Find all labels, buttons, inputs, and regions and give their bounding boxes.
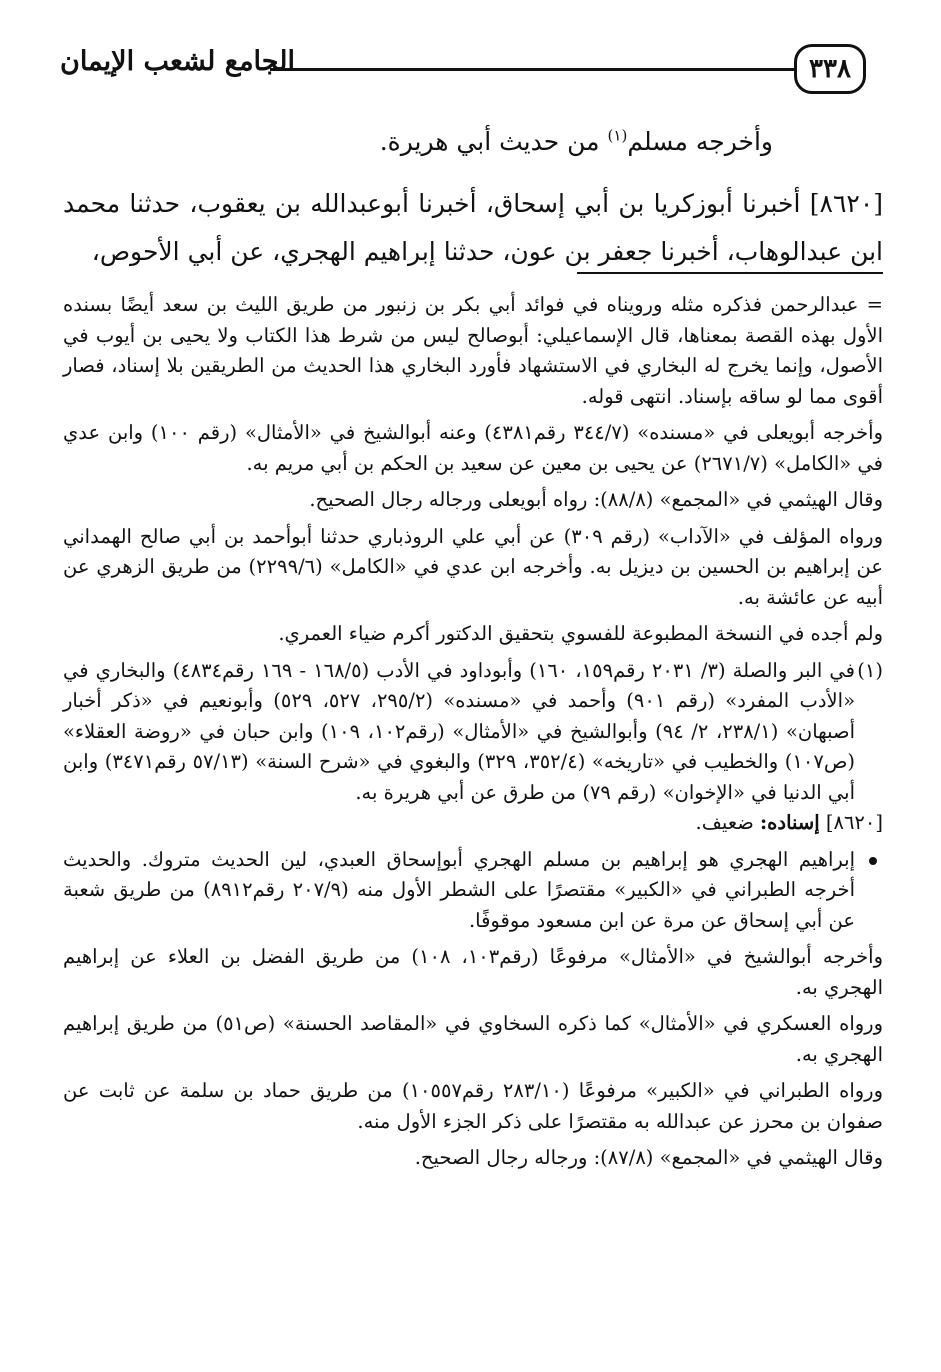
footnote-1 [63, 656, 883, 809]
intro-text: وأخرجه مسلم [627, 127, 773, 156]
isnad-grade: ضعيف. [695, 811, 754, 834]
footnote-paragraph: وأخرجه أبويعلى في «مسنده» (٣٤٤/٧ رقم٤٣٨١) وعنه أبوالشيخ في «الأمثال» (رقم ١٠٠) وابن عدي في «الكامل» (٢٦٧١/٧) عن يحيى بن معين عن سعيد بن الحكم بن أبي مريم به. [63, 421, 884, 475]
hadith-paragraph [63, 180, 883, 276]
book-title: الجامع لشعب الإيمان [60, 46, 295, 77]
footnote-paragraph: وقال الهيثمي في «المجمع» (٨٧/٨): ورجاله رجال الصحيح. [414, 1146, 883, 1169]
isnad-line [63, 808, 883, 839]
footnote-paragraph: ورواه الطبراني في «الكبير» مرفوعًا (٢٨٣/١٠ رقم١٠٥٥٧) من طريق حماد بن سلمة عن ثابت عن صفوان بن محرز عن عبدالله به مقتصرًا على ذكر الجزء الأول منه. [63, 1079, 884, 1133]
footnotes [63, 290, 883, 1174]
isnad-number: [٨٦٢٠] [825, 811, 883, 834]
isnad-label: إسناده: [759, 811, 820, 834]
footnote-paragraph: ورواه المؤلف في «الآداب» (رقم ٣٠٩) عن أبي علي الروذباري حدثنا أبوأحمد بن أبي صالح الهمداني عن إبراهيم بن الحسين بن ديزيل به. وأخرجه ابن عدي في «الكامل» (٢٢٩٩/٦) من طريق الزهري عن أبيه عن عائشة به. [63, 524, 883, 609]
bullet-text: إبراهيم الهجري هو إبراهيم بن مسلم الهجري أبوإسحاق العبدي، لين الحديث متروك. والحديث أخرجه الطبراني في «الكبير» مقتصرًا على الشطر الأول منه (٢٠٧/٩ رقم٨٩١٢) من طريق شعبة عن أبي إسحاق عن مرة عن ابن مسعود موقوفًا. [63, 847, 855, 932]
hadith-text: أخبرنا أبوزكريا بن أبي إسحاق، أخبرنا أبوعبدالله بن يعقوب، حدثنا محمد ابن عبدالوهاب، أخبرنا جعفر بن عون، حدثنا إبراهيم الهجري، عن أبي الأحوص، [63, 189, 883, 266]
footnote-paragraph: ورواه العسكري في «الأمثال» كما ذكره السخاوي في «المقاصد الحسنة» (ص٥١) من طريق إبراهيم الهجري به. [63, 1012, 883, 1066]
main-text [63, 118, 883, 276]
footnote-separator [577, 272, 883, 274]
page-header [60, 42, 866, 104]
bullet-paragraph [63, 845, 883, 937]
footnote-paragraph: وقال الهيثمي في «المجمع» (٨٨/٨): رواه أبويعلى ورجاله رجال الصحيح. [309, 488, 883, 511]
hadith-number: [٨٦٢٠] [809, 189, 884, 218]
intro-rest: من حديث أبي هريرة. [379, 127, 600, 156]
page-number: ٣٣٨ [794, 44, 866, 94]
intro-line [63, 118, 883, 166]
footnote-text: في البر والصلة (٣/ ٢٠٣١ رقم١٥٩، ١٦٠) وأبوداود في الأدب (١٦٨/٥ - ١٦٩ رقم٤٨٣٤) والبخاري في «الأدب المفرد» (رقم ٩٠١) وأحمد في «مسنده» (٢٩٥/٢، ٥٢٧، ٥٢٩) وأبونعيم في «ذكر أخبار أصبهان» (٢٣٨/١، ٢/ ٩٤) وأبوالشيخ في «الأمثال» (رقم١٠٢، ١٠٩) وابن حبان في «روضة العقلاء» (ص١٠٧) والخطيب في «تاريخه» (٣٥٢/٤، ٣٢٩) والبغوي في «شرح السنة» (٥٧/١٣ رقم٣٤٧١) وابن أبي الدنيا في «الإخوان» (رقم ٧٩) من طرق عن أبي هريرة به. [63, 658, 856, 804]
footnote-continuation: = عبدالرحمن فذكره مثله ورويناه في فوائد أبي بكر بن زنبور من طريق الليث بن سعد أيضًا بسنده الأول بهذه القصة بمعناها، قال الإسماعيلي: أبوصالح ليس من شرط هذا الكتاب ولا يحيى بن أيوب في الأصول، وإنما يخرج له البخاري في الاستشهاد فأورد البخاري هذا الحديث من الطريقين بلا إسناد، فصار أقوى مما لو ساقه بإسناد. انتهى قوله. [63, 293, 883, 408]
header-rule [270, 68, 794, 71]
footnote-ref: (١) [607, 126, 628, 145]
footnote-paragraph: وأخرجه أبوالشيخ في «الأمثال» مرفوعًا (رقم١٠٣، ١٠٨) من طريق الفضل بن العلاء عن إبراهيم الهجري به. [63, 945, 883, 999]
footnote-number: (١) [857, 658, 883, 682]
footnote-paragraph: ولم أجده في النسخة المطبوعة للفسوي بتحقيق الدكتور أكرم ضياء العمري. [278, 622, 883, 645]
bullet-icon [869, 857, 877, 865]
